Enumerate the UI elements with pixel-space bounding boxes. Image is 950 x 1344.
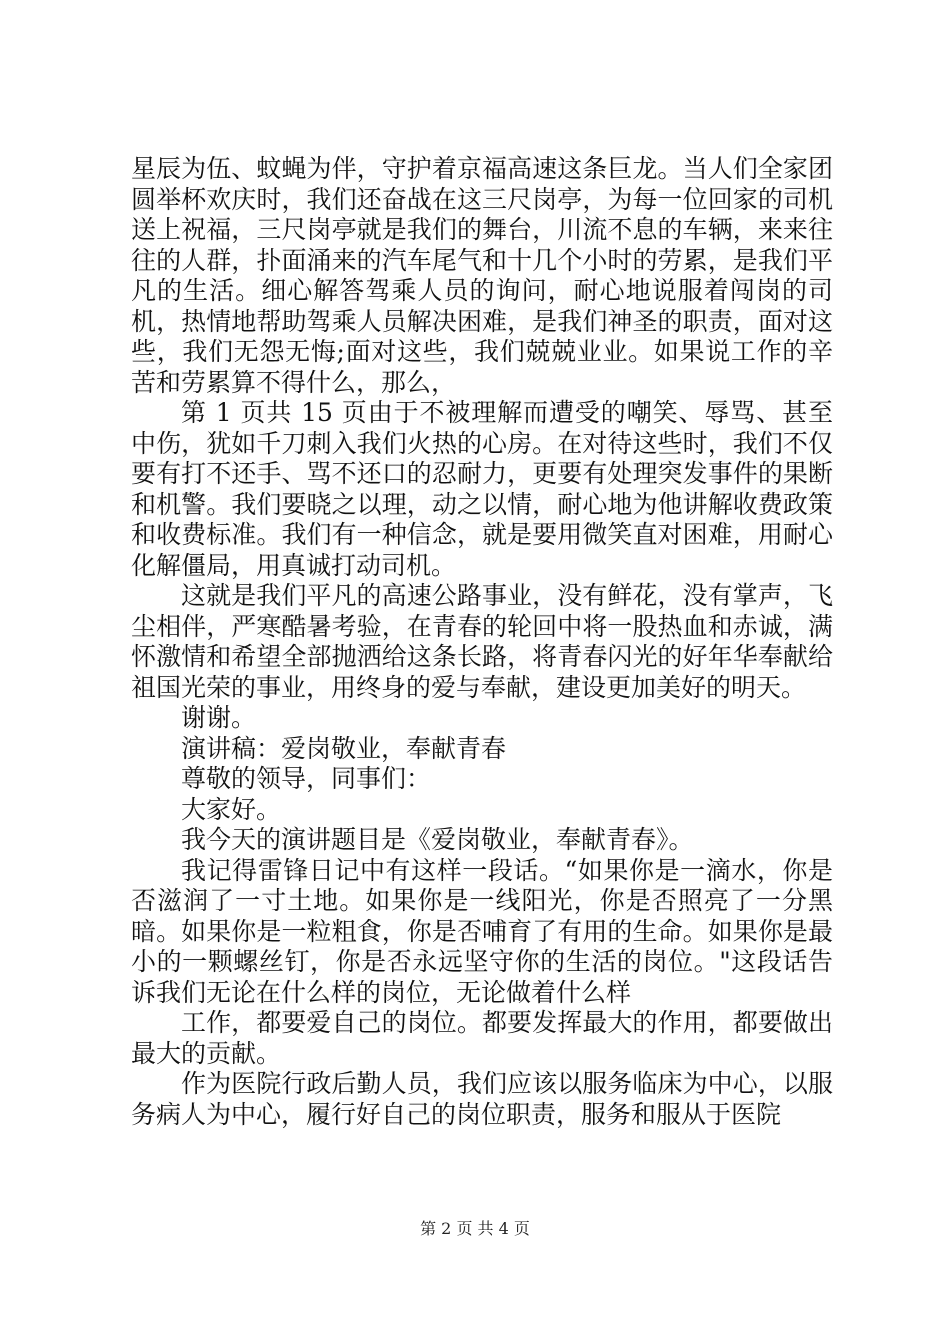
document-body [131,154,833,1130]
paragraph-work: 工作，都要爱自己的岗位。都要发挥最大的作用，都要做出最大的贡献。 [131,1008,833,1068]
paragraph-hospital: 作为医院行政后勤人员，我们应该以服务临床为中心，以服务病人为中心，履行好自己的岗位职责，服务和服从于医院 [131,1069,833,1129]
paragraph-topic: 我今天的演讲题目是《爱岗敬业，奉献青春》。 [181,825,694,854]
paragraph-leifeng: 我记得雷锋日记中有这样一段话。“如果你是一滴水，你是否滋润了一寸土地。如果你是一线阳光，你是否照亮了一分黑暗。如果你是一粒粗食，你是否哺育了有用的生命。如果你是最小的一颗螺丝钉，你是否永远坚守你的生活的岗位。"这段话告诉我们无论在什么样的岗位，无论做着什么样 [131,855,833,1007]
salutation: 尊敬的领导，同事们： [181,764,432,793]
greeting: 大家好。 [181,794,282,824]
speech-title: 演讲稿：爱岗敬业，奉献青春 [181,733,507,763]
paragraph-thanks: 谢谢。 [181,703,257,732]
paragraph-2: 第 1 页共 15 页由于不被理解而遭受的嘲笑、辱骂、甚至中伤，犹如千刀刺入我们火热的心房。在对待这些时，我们不仅要有打不还手、骂不还口的忍耐力，更要有处理突发事件的果断和机警。我们要晓之以理，动之以情，耐心地为他讲解收费政策和收费标准。我们有一种信念，就是要用微笑直对困难，用耐心化解僵局，用真诚打动司机。 [131,398,833,580]
page-footer: 第 2 页 共 4 页 [420,1219,530,1238]
paragraph-1: 星辰为伍、蚊蝇为伴，守护着京福高速这条巨龙。当人们全家团圆举杯欢庆时，我们还奋战在这三尺岗亭，为每一位回家的司机送上祝福，三尺岗亭就是我们的舞台，川流不息的车辆，来来往往的人群，扑面涌来的汽车尾气和十几个小时的劳累，是我们平凡的生活。细心解答驾乘人员的询问，耐心地说服着闯岗的司机，热情地帮助驾乘人员解决困难，是我们神圣的职责，面对这些，我们无怨无悔;面对这些，我们兢兢业业。如果说工作的辛苦和劳累算不得什么，那么， [131,154,833,397]
paragraph-3: 这就是我们平凡的高速公路事业，没有鲜花，没有掌声，飞尘相伴，严寒酷暑考验，在青春的轮回中将一股热血和赤诚，满怀激情和希望全部抛洒给这条长路，将青春闪光的好年华奉献给祖国光荣的事业，用终身的爱与奉献，建设更加美好的明天。 [131,581,833,702]
